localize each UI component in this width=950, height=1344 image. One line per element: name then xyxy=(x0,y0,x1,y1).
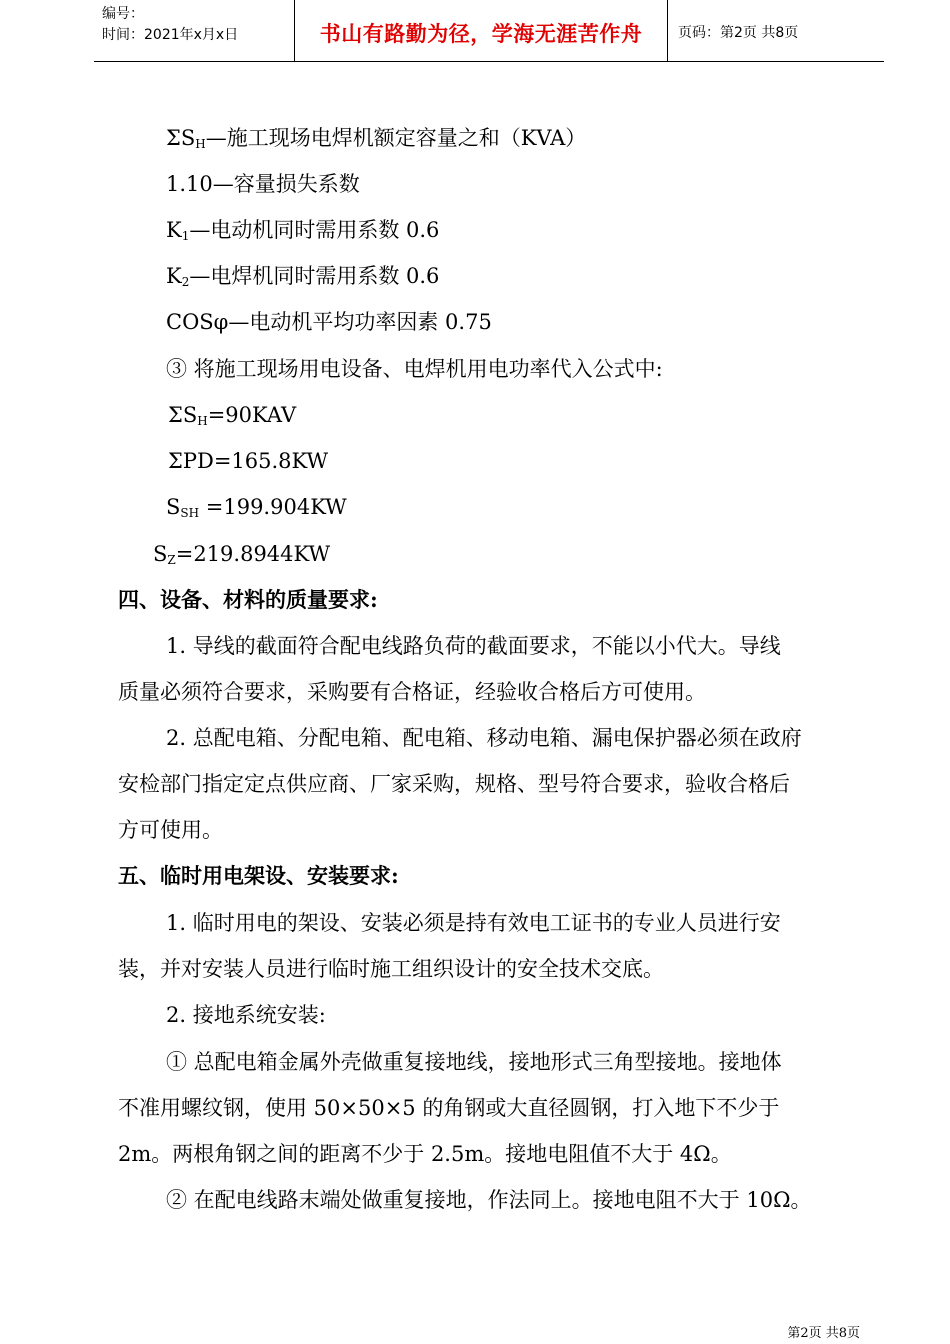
section5-p3-line1: ① 总配电箱金属外壳做重复接地线，接地形式三角型接地。接地体 xyxy=(166,1050,782,1074)
section4-p2-line3: 方可使用。 xyxy=(118,818,223,842)
def-cos: COSφ—电动机平均功率因素 0.75 xyxy=(166,310,492,334)
section5-p3-line3: 2m。两根角钢之间的距离不少于 2.5m。接地电阻值不大于 4Ω。 xyxy=(118,1142,732,1166)
def-k1: $K_1—$电动机同时需用系数 0.6 xyxy=(166,218,440,243)
value-pd: ΣPD=165.8KW xyxy=(168,449,329,473)
section4-p2-line1: 2. 总配电箱、分配电箱、配电箱、移动电箱、漏电保护器必须在政府 xyxy=(166,726,802,750)
header-meta xyxy=(94,0,295,61)
section5-p3-line2: 不准用螺纹钢，使用 50×50×5 的角钢或大直径圆钢，打入地下不少于 xyxy=(118,1096,780,1120)
serial-label: 编号： xyxy=(102,6,144,22)
section5-p1-line1: 1. 临时用电的架设、安装必须是持有效电工证书的专业人员进行安 xyxy=(166,911,781,935)
time-label: 时间：2021年x月x日 xyxy=(102,27,239,43)
def-sh: $\Sigma S_H—$施工现场电焊机额定容量之和（KVA） xyxy=(166,126,587,151)
substitute-line: ③ 将施工现场用电设备、电焊机用电功率代入公式中: xyxy=(166,357,663,381)
section4-title: 四、设备、材料的质量要求: xyxy=(118,587,378,612)
page-header xyxy=(94,0,884,62)
section5-p4: ② 在配电线路末端处做重复接地，作法同上。接地电阻不大于 10Ω。 xyxy=(166,1188,812,1212)
section4-p2-line2: 安检部门指定定点供应商、厂家采购，规格、型号符合要求，验收合格后 xyxy=(118,772,790,796)
value-ssh: $S_{SH} =199.904KW$ xyxy=(166,495,347,520)
def-loss: 1.10—容量损失系数 xyxy=(166,172,360,196)
header-page-label: 页码：第2页 共8页 xyxy=(678,25,799,41)
page-footer: 第2页 共8页 xyxy=(787,1326,860,1341)
section4-p1-line1: 1. 导线的截面符合配电线路负荷的截面要求，不能以小代大。导线 xyxy=(166,634,781,658)
section5-p2: 2. 接地系统安装: xyxy=(166,1003,326,1027)
def-k2: $K_2—$电焊机同时需用系数 0.6 xyxy=(166,264,440,289)
section5-p1-line2: 装，并对安装人员进行临时施工组织设计的安全技术交底。 xyxy=(118,957,664,981)
section5-title: 五、临时用电架设、安装要求: xyxy=(118,863,399,888)
value-sh: $\Sigma S_H=90KAV$ xyxy=(168,403,297,428)
value-sz: $S_Z=219.8944KW$ xyxy=(153,542,331,567)
section4-p1-line2: 质量必须符合要求，采购要有合格证，经验收合格后方可使用。 xyxy=(118,680,706,704)
header-motto: 书山有路勤为径，学海无涯苦作舟 xyxy=(295,0,668,61)
